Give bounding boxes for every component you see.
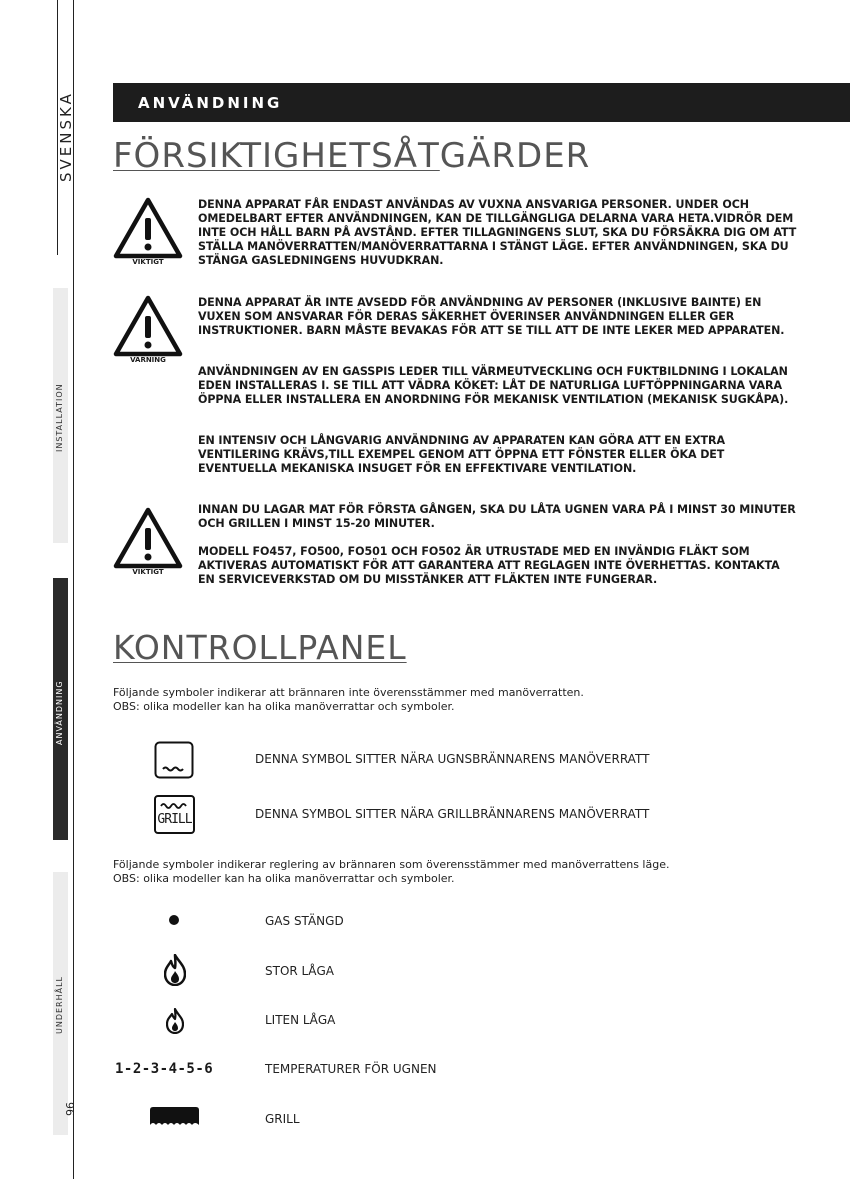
warning-paragraph: MODELL FO457, FO500, FO501 OCH FO502 ÄR UTRUSTADE MED EN INVÄNDIG FLÄKT SOM AKTIVERAS AUTOMATISKT FÖR ATT GARANTERA ATT REGLAGEN INTE ÖVERHETTAS. KONTAKTA EN SERVICEVERKSTAD OM DU MISSTÄNKER ATT FLÄKTEN INTE FUNGERAR.: [198, 545, 780, 586]
section-banner: [113, 83, 850, 122]
warning-paragraph: ANVÄNDNINGEN AV EN GASSPIS LEDER TILL VÄRMEUTVECKLING OCH FUKTBILDNING I LOKALAN EDEN INSTALLERAS I. SE TILL ATT VÄDRA KÖKET: LÅT DE NATURLIGA LUFTÖPPNINGARNA VARA ÖPPNA ELLER INSTALLERA EN ANORDNING FÖR MEKANISK VENTILATION (MEKANISK SUGKÅPA).: [198, 365, 789, 406]
large-flame-description: STOR LÅGA: [265, 964, 334, 978]
tab-installation-label: INSTALLATION: [55, 383, 64, 452]
page-number: 96: [63, 1102, 76, 1116]
warning-icon-1: [112, 196, 184, 266]
grill-burner-label: GRILL: [157, 812, 192, 827]
tab-anvandning-label: ANVÄNDNING: [55, 680, 64, 745]
warning-icon-3: [112, 506, 184, 576]
language-label: SVENSKA: [57, 91, 75, 182]
warning-paragraph: INNAN DU LAGAR MAT FÖR FÖRSTA GÅNGEN, SKA DU LÅTA UGNEN VARA PÅ I MINST 30 MINUTER OCH GRILLEN I MINST 15-20 MINUTER.: [198, 503, 796, 530]
grill-description: GRILL: [265, 1112, 300, 1126]
temperature-description: TEMPERATURER FÖR UGNEN: [265, 1062, 437, 1076]
warning-paragraph: DENNA APPARAT FÅR ENDAST ANVÄNDAS AV VUXNA ANSVARIGA PERSONER. UNDER OCH OMEDELBART EFTER ANVÄNDNINGEN, KAN DE TILLGÄNGLIGA DELARNA VARA HETA.VIDRÖR DEM INTE OCH HÅLL BARN PÅ AVSTÅND. EFTER TILLAGNINGENS SLUT, SKA DU FÖRSÄKRA DIG OM ATT STÄLLA MANÖVERRATTEN/MANÖVERRATTARNA I STÄNGT LÄGE. EFTER ANVÄNDNINGEN, SKA DU STÄNGA GASLEDNINGENS HUVUDKRAN.: [198, 198, 797, 267]
large-flame-icon: [164, 954, 186, 986]
warning-paragraph: DENNA APPARAT ÄR INTE AVSEDD FÖR ANVÄNDNING AV PERSONER (INKLUSIVE BAINTE) EN VUXEN SOM ANSVARAR FÖR DERAS SÄKERHET ÖVERINSER ANVÄNDNINGEN ELLER GER INSTRUKTIONER. BARN MÅSTE BEVAKAS FÖR ATT SE TILL ATT DE INTE LEKER MED APPARATEN.: [198, 296, 785, 337]
dot-icon: [168, 914, 180, 926]
small-flame-icon: [166, 1008, 184, 1034]
warning-paragraph: EN INTENSIV OCH LÅNGVARIG ANVÄNDNING AV APPARATEN KAN GÖRA ATT EN EXTRA VENTILERING KRÄVS,TILL EXEMPEL GENOM ATT ÖPPNA ETT FÖNSTER ELLER ÖKA DET EVENTUELLA MEKANISKA INSUGET FÖR EN EFFEKTIVARE VENTILATION.: [198, 434, 725, 475]
small-flame-description: LITEN LÅGA: [265, 1013, 336, 1027]
symbol-note-2: Följande symboler indikerar reglering av brännaren som överensstämmer med manöverrattens läge. OBS: olika modeller kan ha olika manöverrattar och symboler.: [113, 858, 670, 885]
warning-triangle-icon: [113, 196, 183, 260]
grill-burner-icon: [154, 795, 195, 834]
page-title: FÖRSIKTIGHETSÅTGÄRDER: [113, 136, 591, 176]
section-title-kontrollpanel: KONTROLLPANEL: [113, 628, 407, 667]
gas-off-description: GAS STÄNGD: [265, 914, 344, 928]
section-banner-title: ANVÄNDNING: [138, 94, 283, 112]
grill-wave-icon: [159, 800, 190, 810]
warning-label: VIKTIGT: [132, 258, 164, 266]
warning-label: VARNING: [130, 356, 166, 364]
oven-burner-icon: [154, 741, 194, 779]
warning-triangle-icon: [113, 506, 183, 570]
grill-burner-description: DENNA SYMBOL SITTER NÄRA GRILLBRÄNNARENS MANÖVERRATT: [255, 807, 650, 821]
warning-label: VIKTIGT: [132, 568, 164, 576]
warning-triangle-icon: [113, 294, 183, 358]
tab-underhall-label: UNDERHÅLL: [55, 975, 64, 1034]
temperature-numbers: 1-2-3-4-5-6: [115, 1061, 214, 1077]
symbol-note-1: Följande symboler indikerar att brännaren inte överensstämmer med manöverratten. OBS: olika modeller kan ha olika manöverrattar och symboler.: [113, 686, 584, 713]
oven-burner-description: DENNA SYMBOL SITTER NÄRA UGNSBRÄNNARENS MANÖVERRATT: [255, 752, 650, 766]
warning-icon-2: [112, 294, 184, 364]
grill-icon: [147, 1105, 202, 1127]
